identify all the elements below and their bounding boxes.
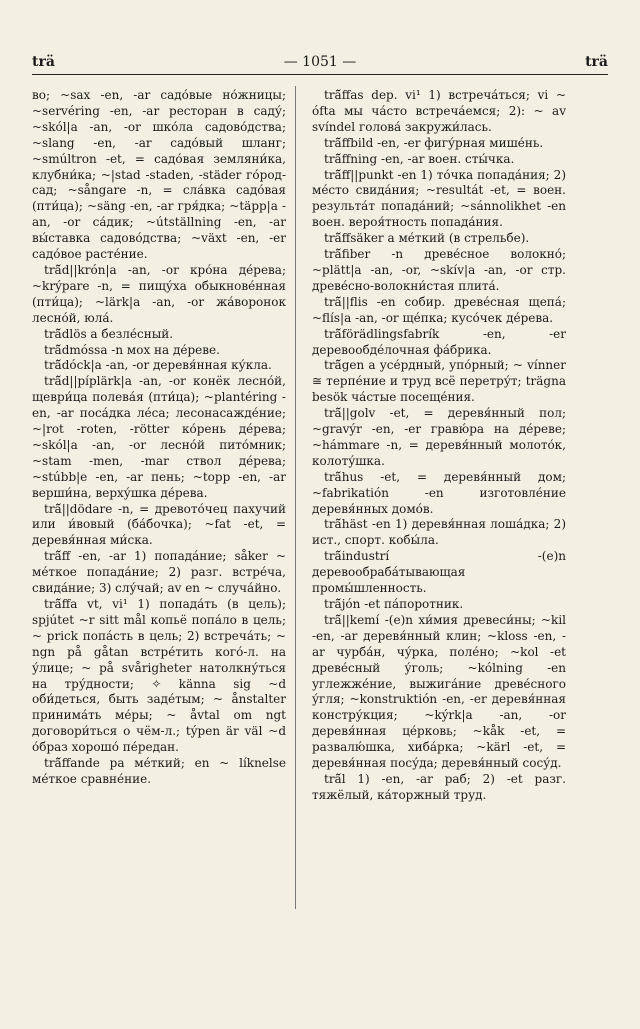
left-guide-word: trä: [32, 54, 55, 70]
dictionary-entry: trä̆ffning -en, -ar воен. сты́чка.: [324, 151, 515, 166]
header-rule: [32, 74, 608, 75]
dictionary-entry: trä̆fiber -n древе́сное волокно́; ~plätt|a -an, -or, ~skív|a -an, -or стр. древе́сно-волокни́стая плита́.: [312, 247, 566, 293]
dictionary-entry: trä̆ffbild -en, -er фигу́рная мише́нь.: [324, 135, 544, 150]
dictionary-entry: trä̆industrí -(e)n деревообраба́тывающая промы́шленность.: [312, 549, 566, 596]
dictionary-entry: trä̆dlös a безле́сный.: [44, 326, 174, 341]
dictionary-entry: trä̆ffas dep. vi¹ 1) встреча́ться; vi ~ ófta мы ча́сто встреча́емся; 2): ~ av svíndel голова́ закружи́лась.: [312, 88, 566, 134]
dictionary-entry: trä̆d||krón|a -an, -or кро́на де́рева; ~krýpare -n, = пищу́ха обыкнове́нная (пти́ца); ~lärk|a -an, -or жа́воронок лесно́й, юла́.: [32, 262, 286, 325]
dictionary-entry: trä̆hus -et, = деревя́нный дом; ~fabrikatión -en изготовле́ние деревя́нных домо́в.: [312, 469, 566, 516]
dictionary-entry: trä̆häst -en 1) деревя́нная лоша́дка; 2) ист., спорт. кобы́ла.: [312, 517, 566, 548]
dictionary-entry: во; ~sax -en, -ar садо́вые но́жницы; ~servéring -en, -ar ресторан в саду́; ~skól|a -an, -or шко́ла садово́дства; ~slang -en, -ar садо́вый шланг; ~smúltron -et, = садо́вая земляни́ка, клубни́ка; ~|stad -staden, -städer го́род-сад; ~sångare -n, = сла́вка садо́вая (пти́ца); ~säng -en, -ar гря́дка; ~täpp|a -an, -or са́дик; ~útställning -en, -ar вы́ставка садово́дства; ~växt -en, -er садо́вое расте́ние.: [32, 88, 286, 262]
dictionary-entry: trä̆ffa vt, vi¹ 1) попада́ть (в цель); spjútet ~r sitt mål копьё попа́ло в цель; ~ prick попа́сть в цель; 2) встреча́ть; ~ ngn på gåtan встре́тить кого́-л. на у́лице; ~ på svårigheter натолкну́ться на тру́дности; ✧ känna sig ~d оби́деться, быть заде́тым; ~ ånstalter принима́ть ме́ры; ~ åvtal om ngt договори́ться о чём-л.; týpen är väl ~d о́браз хорошо́ пе́редан.: [32, 597, 286, 755]
dictionary-entry: trä̆dóck|a -an, -or деревя́нная ку́кла.: [44, 358, 272, 373]
dictionary-entry: trä̆ff||punkt -en 1) то́чка попада́ния; 2) ме́сто свида́ния; ~resultát -et, = воен. результа́т попада́ний; ~sánnolikhet -en воен. вероя́тность попада́ния.: [312, 167, 566, 230]
dictionary-entry: trä̆jón -et па́поротник.: [324, 597, 464, 611]
dictionary-entry: trä̆l 1) -en, -ar раб; 2) -et разг. тяжёлый, ка́торжный труд.: [312, 771, 566, 802]
left-column: [32, 88, 286, 788]
dictionary-entry: trä̆ff -en, -ar 1) попада́ние; såker ~ ме́ткое попада́ние; 2) разг. встре́ча, свида́ние; 3) слу́чай; av en ~ случа́йно.: [32, 549, 286, 596]
dictionary-entry: trä̆||dödare -n, = древото́чец пахучий или и́вовый (ба́бочка); ~fat -et, = деревя́нная ми́ска.: [32, 501, 286, 548]
dictionary-entry: trä̆d||píplärk|a -an, -or конёк лесно́й, щеври́ца полева́я (пти́ца); ~plantéring -en, -ar поса́дка ле́са; лесонасажде́ние; ~|rot -roten, -rötter ко́рень де́рева; ~skól|a -an, -or лесно́й пито́мник; ~stam -men, -mar ствол де́рева; ~stúbb|e -en, -ar пень; ~topp -en, -ar верши́на, верху́шка де́рева.: [32, 374, 286, 500]
dictionary-entry: trä̆ffsäker a ме́ткий (в стрельбе).: [324, 231, 530, 246]
dictionary-entry: trä̆||flis -en собир. древе́сная щепа́; ~flís|a -an, -or ще́пка; кусо́чек де́рева.: [312, 294, 566, 325]
dictionary-entry: trä̆ffande pa ме́ткий; en ~ líknelse ме́ткое сравне́ние.: [32, 756, 286, 786]
dictionary-entry: trä̆||kemí -(e)n хи́мия древеси́ны; ~kil -en, -ar деревя́нный клин; ~kloss -en, -ar чурба́н, чу́рка, поле́но; ~kol -et древе́сный у́голь; ~kólning -en углежже́ние, выжига́ние древе́сного у́гля; ~konstruktión -en, -er деревя́нная констру́кция; ~kýrk|a -an, -or деревя́нная це́рковь; ~kåk -et, = развалю́шка, хиба́рка; ~kärl -et, = деревя́нная посу́да; деревя́нный сосу́д.: [312, 612, 566, 771]
column-divider: [295, 86, 296, 909]
dictionary-entry: trä̆dmóssa -n мох на де́реве.: [44, 342, 220, 357]
dictionary-entry: trä̆gen a усе́рдный, упо́рный; ~ vínner ≅ терпе́ние и труд всё перетру́т; trägna besök ча́стые посеще́ния.: [312, 358, 566, 405]
dictionary-entry: trä̆förädlingsfabrík -en, -er деревообде́лочная фа́брика.: [312, 326, 566, 357]
right-column: [312, 88, 566, 804]
right-guide-word: trä: [585, 54, 608, 70]
page-number: — 1051 —: [283, 54, 357, 70]
dictionary-entry: trä̆||golv -et, = деревя́нный пол; ~gravýr -en, -er гравю́ра на де́реве; ~hámmare -n, = деревя́нный молото́к, колоту́шка.: [312, 406, 566, 468]
page-header: [32, 54, 608, 74]
